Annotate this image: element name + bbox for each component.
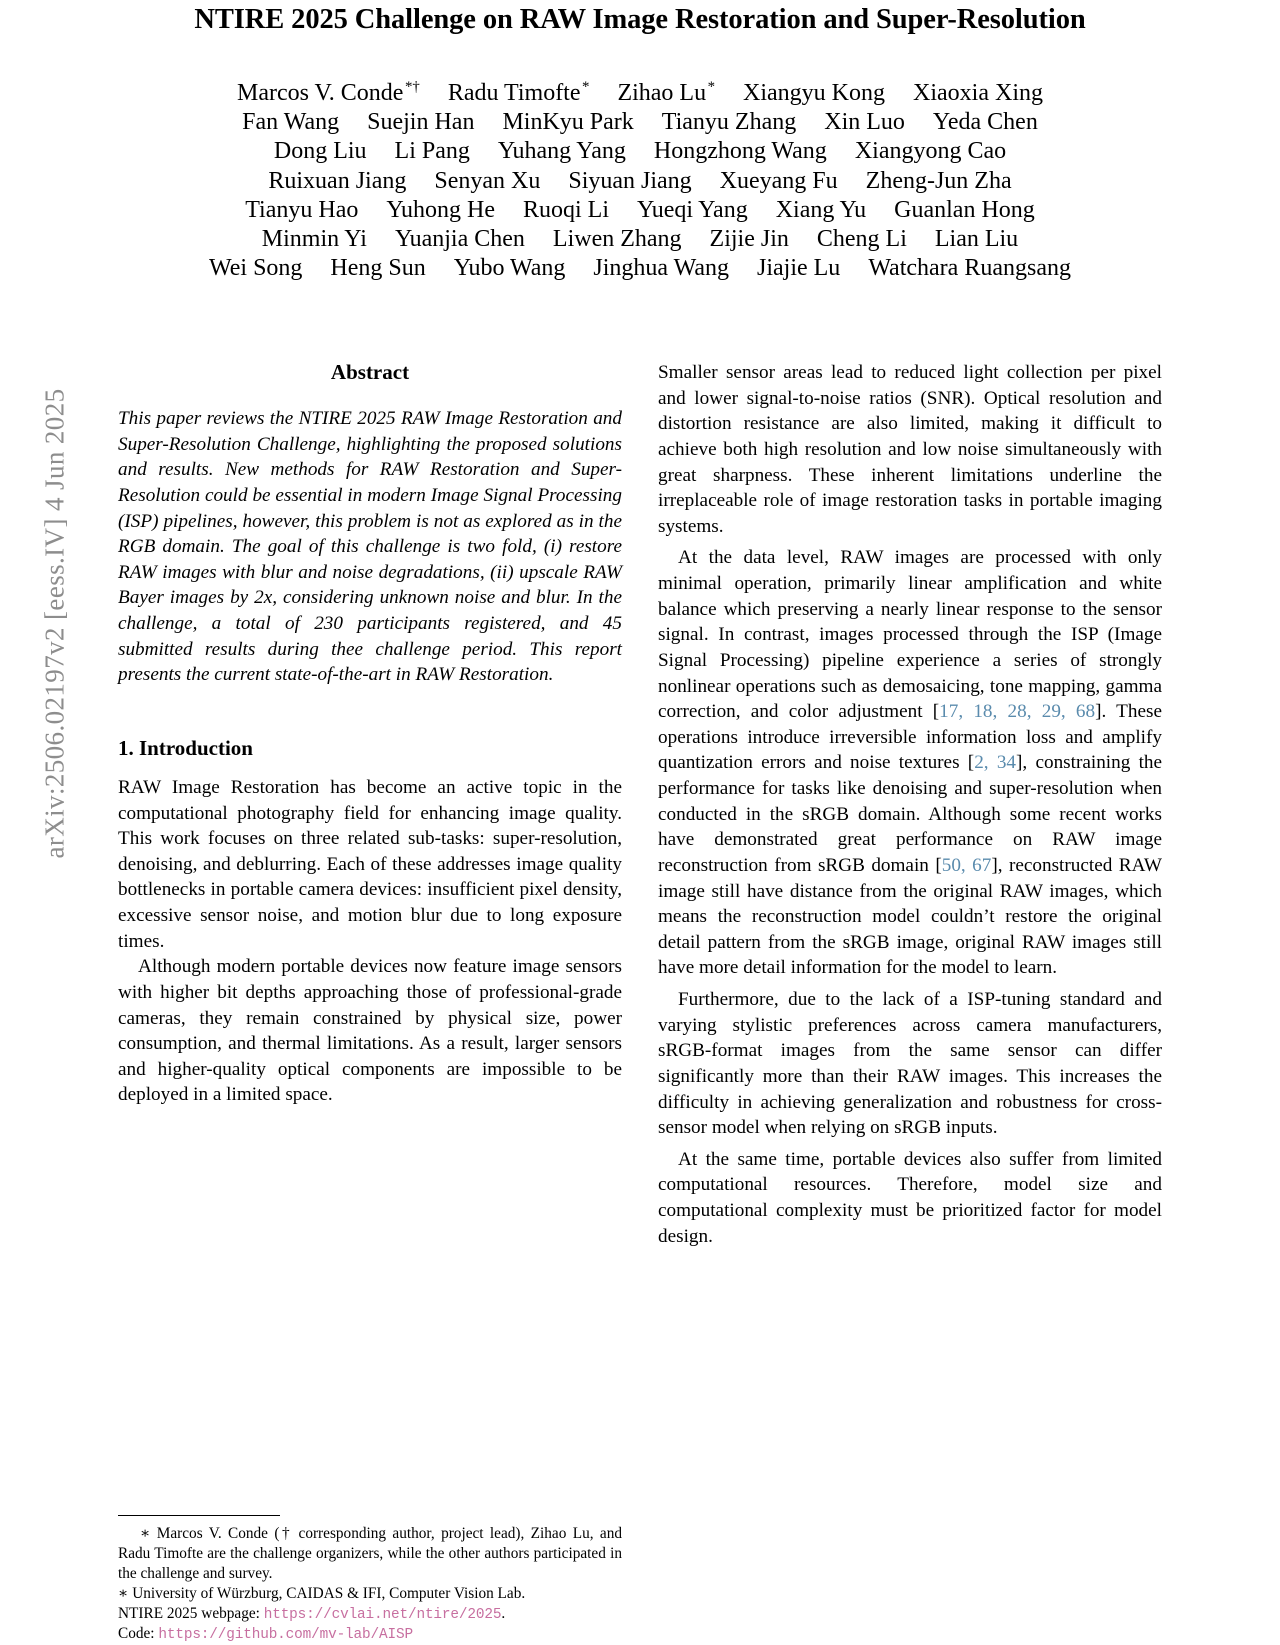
citation-group-1[interactable]: 17, 18, 28, 29, 68 xyxy=(939,701,1096,723)
author-name: Liwen Zhang xyxy=(552,226,682,253)
right-paragraph-2 xyxy=(658,545,1162,981)
author-list xyxy=(118,79,1162,284)
footnote-block xyxy=(118,1515,622,1645)
author-name: Watchara Ruangsang xyxy=(868,255,1071,282)
right-paragraph-4: At the same time, portable devices also suffer from limited computational resources. Therefore, model size and computational complexity must be prioritized factor for model design. xyxy=(658,1148,1162,1247)
author-name: Yuhang Yang xyxy=(497,138,626,165)
footnote-webpage-line xyxy=(118,1604,622,1625)
author-name: Yuhong He xyxy=(386,196,495,223)
left-column xyxy=(118,360,622,1644)
page-title: NTIRE 2025 Challenge on RAW Image Restoration and Super-Resolution xyxy=(194,4,1086,35)
author-name: Siyuan Jiang xyxy=(568,167,692,194)
author-name: Marcos V. Conde *† xyxy=(236,78,420,106)
author-row xyxy=(118,225,1162,254)
right-column xyxy=(658,360,1162,1249)
author-name: Cheng Li xyxy=(816,226,907,253)
author-name: Senyan Xu xyxy=(434,167,541,194)
author-name: Zijie Jin xyxy=(709,226,789,253)
author-affiliation-marker: * xyxy=(582,78,590,95)
footnote-affiliation: ∗ University of Würzburg, CAIDAS & IFI, Computer Vision Lab. xyxy=(118,1584,526,1602)
ntire-webpage-link[interactable]: https://cvlai.net/ntire/2025 xyxy=(263,1606,502,1623)
author-name: Jinghua Wang xyxy=(593,255,729,282)
right-p2-part-d: ], reconstructed RAW image still have distance from the original RAW images, which means the reconstruction model couldn’t restore the original detail pattern from the sRGB image, original RAW images still have more detail information for the model to learn. xyxy=(658,854,1163,979)
arxiv-stamp-text: arXiv:2506.02197v2 [eess.IV] 4 Jun 2025 xyxy=(39,388,70,859)
author-affiliation-marker: *† xyxy=(404,78,420,95)
footnote-webpage-label: NTIRE 2025 webpage: xyxy=(118,1604,260,1622)
arxiv-stamp xyxy=(0,0,110,1280)
right-paragraph-3: Furthermore, due to the lack of a ISP-tuning standard and varying stylistic preferences across camera manufacturers, sRGB-format images from the same sensor can differ significantly more than their RAW images. This increases the difficulty in achieving generalization and robustness for cross-sensor model when relying on sRGB inputs. xyxy=(658,989,1162,1139)
abstract-heading: Abstract xyxy=(330,360,410,384)
footnote-webpage-period: . xyxy=(501,1604,506,1622)
citation-group-2[interactable]: 2, 34 xyxy=(974,752,1017,774)
author-name: Xiaoxia Xing xyxy=(913,79,1043,106)
author-name: Heng Sun xyxy=(330,255,426,282)
author-name: Lian Liu xyxy=(934,226,1019,253)
author-name: Wei Song xyxy=(209,255,303,282)
author-row xyxy=(118,137,1162,166)
intro-paragraph-1: RAW Image Restoration has become an active topic in the computational photography field for enhancing image quality. This work focuses on three related sub-tasks: super-resolution, denoising, and deblurring. Each of these addresses image quality bottlenecks in portable camera devices: insufficient pixel density, excessive sensor noise, and motion blur due to long exposure times. xyxy=(118,776,622,952)
author-row xyxy=(118,108,1162,137)
author-name: Li Pang xyxy=(394,138,470,165)
right-paragraph-1: Smaller sensor areas lead to reduced light collection per pixel and lower signal-to-noise ratios (SNR). Optical resolution and distortion resistance are also limited, making it difficult to achieve both high resolution and low noise simultaneously with great sharpness. These inherent limitations underline the irreplaceable role of image restoration tasks in portable imaging systems. xyxy=(658,362,1162,537)
introduction-heading: 1. Introduction xyxy=(118,735,253,760)
author-name: Tianyu Hao xyxy=(245,196,359,223)
author-name: Zihao Lu * xyxy=(617,78,716,106)
author-name: Ruixuan Jiang xyxy=(268,167,407,194)
citation-group-3[interactable]: 50, 67 xyxy=(941,854,992,876)
author-name: Fan Wang xyxy=(242,109,340,136)
author-name: Zheng-Jun Zha xyxy=(865,167,1012,194)
section-spacer xyxy=(118,688,622,736)
author-name: Radu Timofte * xyxy=(447,78,590,106)
author-name: Tianyu Zhang xyxy=(661,109,797,136)
author-name: Yueqi Yang xyxy=(637,196,748,223)
right-p2-part-b: ]. These operations introduce irreversible information loss and amplify quantization errors and noise textures [ xyxy=(658,701,1162,774)
author-row xyxy=(118,167,1162,196)
author-row xyxy=(118,79,1162,108)
author-name: Xiang Yu xyxy=(775,196,867,223)
author-name: Yeda Chen xyxy=(932,109,1038,136)
paper-page xyxy=(118,0,1163,1644)
author-name: Jiajie Lu xyxy=(757,255,841,282)
author-name: Yubo Wang xyxy=(453,255,566,282)
author-row xyxy=(118,254,1162,283)
author-name: Minmin Yi xyxy=(261,226,367,253)
author-name: Hongzhong Wang xyxy=(653,138,827,165)
code-repo-link[interactable]: https://github.com/mv-lab/AISP xyxy=(158,1627,413,1644)
abstract-text: This paper reviews the NTIRE 2025 RAW Image Restoration and Super-Resolution Challenge, highlighting the proposed solutions and results. New methods for RAW Restoration and Super-Resolution could be essential in modern Image Signal Processing (ISP) pipelines, however, this problem is not as explored as in the RGB domain. The goal of this challenge is two fold, (i) restore RAW images with blur and noise degradations, (ii) upscale RAW Bayer images by 2x, considering unknown noise and blur. In the challenge, a total of 230 participants registered, and 45 submitted results during thee challenge period. This report presents the current state-of-the-art in RAW Restoration. xyxy=(118,408,622,686)
author-row xyxy=(118,196,1162,225)
author-name: Xiangyong Cao xyxy=(854,138,1007,165)
author-name: Ruoqi Li xyxy=(523,196,610,223)
author-name: Xueyang Fu xyxy=(719,167,838,194)
author-affiliation-marker: * xyxy=(707,78,716,95)
author-name: Xin Luo xyxy=(824,109,905,136)
two-column-body xyxy=(118,360,1163,1644)
author-name: Xiangyu Kong xyxy=(743,79,886,106)
footnote-code-line xyxy=(118,1624,622,1645)
footnote-rule xyxy=(118,1515,280,1516)
right-p2-part-a: At the data level, RAW images are processed with only minimal operation, primarily linear amplification and white balance which preserving a nearly linear response to the sensor signal. In contrast, images processed through the ISP (Image Signal Processing) pipeline experience a series of strongly nonlinear operations such as demosaicing, tone mapping, gamma correction, and color adjustment [ xyxy=(658,547,1162,723)
author-name: Yuanjia Chen xyxy=(394,226,525,253)
author-name: MinKyu Park xyxy=(502,109,634,136)
right-p2-part-c: ], constraining the performance for tasks like denoising and super-resolution when conducted in the sRGB domain. Although some recent works have demonstrated great performance on RAW image reconstruction from sRGB domain [ xyxy=(658,752,1163,876)
author-name: Guanlan Hong xyxy=(894,196,1035,223)
author-name: Suejin Han xyxy=(367,109,475,136)
intro-paragraph-2: Although modern portable devices now feature image sensors with higher bit depths approaching those of professional-grade cameras, they remain constrained by physical size, power consumption, and thermal limitations. As a result, larger sensors and higher-quality optical components are impossible to be deployed in a limited space. xyxy=(118,956,622,1106)
author-name: Dong Liu xyxy=(273,138,367,165)
footnote-authors-note: ∗ Marcos V. Conde († corresponding author, project lead), Zihao Lu, and Radu Timofte are the challenge organizers, while the other authors participated in the challenge and survey. xyxy=(118,1525,622,1582)
footnote-code-label: Code: xyxy=(118,1625,155,1643)
